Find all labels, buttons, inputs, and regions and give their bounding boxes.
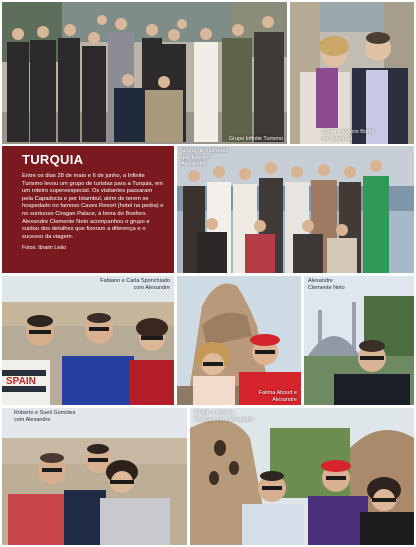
photo-fabiano-carla — [2, 276, 174, 405]
photo-alexandre — [304, 276, 414, 405]
caption-alexandre: Alexandre Clemente Neto — [308, 278, 345, 291]
photo-couple-istanbul — [290, 2, 414, 144]
story-title: TURQUIA — [22, 152, 84, 167]
caption-fabiano-carla: Fabiano e Carla Sponchiado com Alexandre — [100, 278, 170, 291]
photo-fatima — [177, 276, 301, 405]
caption-sergio-adriana: Sérgio e Adriana Marques com Alexandre — [194, 410, 254, 423]
caption-group: Grupo Infinite Turismo — [228, 135, 283, 142]
photo-sergio-adriana — [190, 408, 414, 545]
caption-roberto-sueli: Roberto e Sueli Gomides com Alexandre — [14, 410, 76, 423]
caption-women-group: Grupo de mulheres que fizeram Alexandre — [181, 148, 229, 167]
sign-text: SPAIN — [6, 376, 36, 387]
caption-fatima: Fatima Aboud e Alexandre — [258, 390, 297, 403]
photo-roberto-sueli — [2, 408, 187, 545]
photo-women-group — [177, 146, 414, 273]
story-panel — [2, 146, 174, 273]
photo-group — [2, 2, 287, 144]
caption-couple-istanbul: Sonia e Marcio Borim em Istambul — [322, 129, 375, 142]
photo-credit: Fotos: Ibraim Leão — [22, 245, 67, 252]
story-body: Entre os dias 28 de maio e 6 de junho, a Infinite Turismo levou um grupo de turistas para a Turquia, em um roteiro supereespecial. Os visitantes passaram pela Capadocia e por Istambul, além de terem se hospedado no famoso Caves Resort (hotel na pedra) e no suntuoso Ciragan Palace, à beira do Bosforo. Alexandre Clemente Neto acompanhou o grupo e cuidou dos detalhes que fizeram a diferença e o sucesso da viagem. — [22, 173, 164, 240]
